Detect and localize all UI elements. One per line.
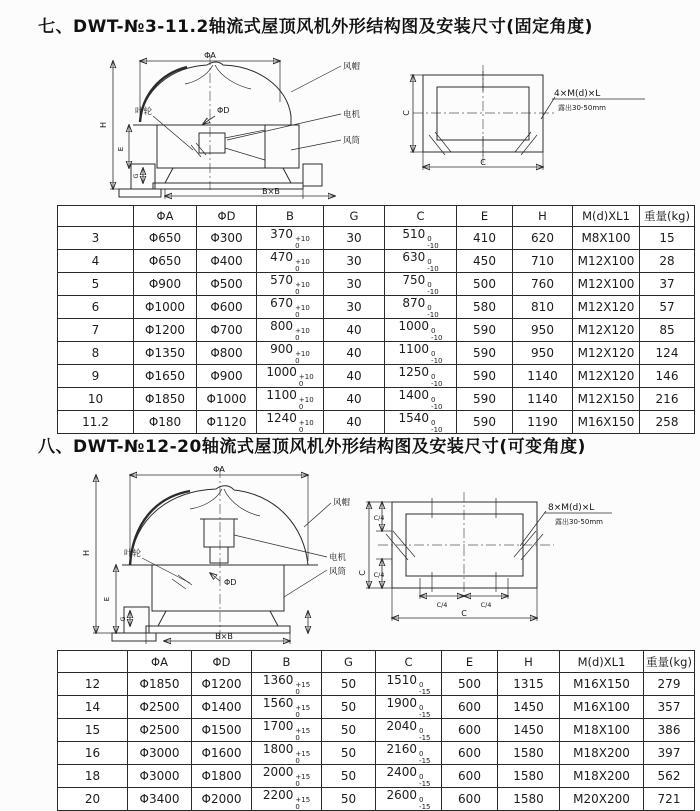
table-cell: 590 bbox=[457, 365, 513, 388]
table-cell: 1000 +10 0 bbox=[257, 365, 324, 388]
table-cell: 600 bbox=[442, 788, 498, 811]
table-row bbox=[58, 388, 695, 411]
table-cell: Φ3000 bbox=[128, 765, 192, 788]
column-header: ΦA bbox=[128, 651, 192, 673]
section7-title: 七、DWT-№3-11.2轴流式屋顶风机外形结构图及安装尺寸(固定角度) bbox=[38, 17, 593, 37]
table-cell: M16X100 bbox=[560, 696, 644, 719]
impeller-label: 叶轮 bbox=[135, 107, 153, 117]
dim-C-left-label: C bbox=[402, 110, 411, 116]
table-cell: 950 bbox=[513, 319, 573, 342]
column-header: G bbox=[324, 206, 385, 227]
table-row bbox=[58, 765, 695, 788]
column-header: M(d)XL1 bbox=[573, 206, 640, 227]
table-cell: 2160 0 -15 bbox=[376, 742, 442, 765]
table-cell: 1140 bbox=[513, 388, 573, 411]
table-row bbox=[58, 788, 695, 811]
motor-label: 电机 bbox=[329, 553, 347, 563]
fan-body-outline bbox=[119, 125, 322, 197]
table-cell: 1450 bbox=[498, 696, 560, 719]
column-header: H bbox=[513, 206, 573, 227]
table-cell: Φ1850 bbox=[128, 673, 192, 696]
table-cell: Φ1600 bbox=[192, 742, 252, 765]
table-cell: 3 bbox=[58, 227, 134, 250]
table-cell: 500 bbox=[457, 273, 513, 296]
table-cell: Φ1200 bbox=[192, 673, 252, 696]
table-cell: 2400 0 -15 bbox=[376, 765, 442, 788]
duct-label: 风筒 bbox=[343, 136, 361, 146]
table-cell: M12X120 bbox=[573, 342, 640, 365]
table-cell: 40 bbox=[324, 365, 385, 388]
table-cell: 357 bbox=[644, 696, 695, 719]
table-cell: Φ700 bbox=[197, 319, 257, 342]
table-cell: 1140 bbox=[513, 365, 573, 388]
column-header: ΦA bbox=[134, 206, 197, 227]
table-header-row bbox=[58, 206, 695, 227]
table-cell: 600 bbox=[442, 696, 498, 719]
table-cell: 1100 0 -10 bbox=[385, 342, 457, 365]
table-cell: 146 bbox=[640, 365, 695, 388]
table-cell: M8X100 bbox=[573, 227, 640, 250]
table-row bbox=[58, 411, 695, 434]
section8-title: 八、DWT-№12-20轴流式屋顶风机外形结构图及安装尺寸(可变角度) bbox=[38, 437, 586, 457]
section7-top-view-drawing bbox=[402, 55, 695, 200]
table-cell: Φ400 bbox=[197, 250, 257, 273]
section8-side-view-drawing bbox=[72, 463, 372, 648]
table-row bbox=[58, 319, 695, 342]
table-cell: 900 +10 0 bbox=[257, 342, 324, 365]
fan-body-outline bbox=[112, 519, 318, 641]
leader-lines bbox=[153, 66, 341, 150]
table-cell: 1100 +10 0 bbox=[257, 388, 324, 411]
column-header: B bbox=[257, 206, 324, 227]
table-cell: 50 bbox=[322, 788, 376, 811]
table-cell: 570 +10 0 bbox=[257, 273, 324, 296]
table-cell: M12X150 bbox=[573, 388, 640, 411]
table-cell: 810 bbox=[513, 296, 573, 319]
table-cell: 124 bbox=[640, 342, 695, 365]
table-cell: 950 bbox=[513, 342, 573, 365]
section8-dimension-table bbox=[57, 650, 695, 811]
table-cell: Φ1350 bbox=[134, 342, 197, 365]
bolt-note-label: 露出30-50mm bbox=[555, 518, 603, 526]
table-cell: 1580 bbox=[498, 788, 560, 811]
table-cell: M12X100 bbox=[573, 250, 640, 273]
table-cell: 40 bbox=[324, 342, 385, 365]
table-cell: Φ1120 bbox=[197, 411, 257, 434]
table-cell: 30 bbox=[324, 227, 385, 250]
table-cell: Φ800 bbox=[197, 342, 257, 365]
table-cell: 1580 bbox=[498, 765, 560, 788]
dim-BxB-label: B×B bbox=[215, 632, 233, 641]
column-header: M(d)XL1 bbox=[560, 651, 644, 673]
table-cell: 20 bbox=[58, 788, 128, 811]
table-cell: 40 bbox=[324, 319, 385, 342]
table-cell: 590 bbox=[457, 342, 513, 365]
section7-side-view-drawing bbox=[95, 50, 385, 202]
dim-C4-bottom2-label: C/4 bbox=[480, 601, 492, 609]
section8-top-view-drawing bbox=[358, 478, 692, 628]
column-header: C bbox=[385, 206, 457, 227]
table-cell: 386 bbox=[644, 719, 695, 742]
table-cell: 721 bbox=[644, 788, 695, 811]
table-cell: 397 bbox=[644, 742, 695, 765]
table-cell: Φ3000 bbox=[128, 742, 192, 765]
table-cell: Φ600 bbox=[197, 296, 257, 319]
table-cell: 1510 0 -15 bbox=[376, 673, 442, 696]
table-cell: 800 +10 0 bbox=[257, 319, 324, 342]
table-cell: Φ1400 bbox=[192, 696, 252, 719]
dim-BxB-label: B×B bbox=[262, 187, 280, 196]
table-cell: 5 bbox=[58, 273, 134, 296]
table-cell: Φ500 bbox=[197, 273, 257, 296]
bolt-spec-label: 4×M(d)×L bbox=[554, 89, 601, 99]
table-row bbox=[58, 742, 695, 765]
table-cell: 258 bbox=[640, 411, 695, 434]
dim-phiD-label: ΦD bbox=[217, 106, 230, 115]
table-cell: Φ1000 bbox=[134, 296, 197, 319]
table-cell: M12X100 bbox=[573, 273, 640, 296]
dim-H-label: H bbox=[82, 549, 91, 557]
section7-dimension-table bbox=[57, 205, 695, 434]
table-cell: 2200 +15 0 bbox=[252, 788, 322, 811]
table-cell: 590 bbox=[457, 319, 513, 342]
impeller-label: 叶轮 bbox=[124, 549, 142, 559]
wind-cap-outline bbox=[130, 486, 308, 565]
table-cell: 1540 0 -10 bbox=[385, 411, 457, 434]
dim-E-label: E bbox=[103, 596, 111, 602]
table-cell: 37 bbox=[640, 273, 695, 296]
table-cell: 16 bbox=[58, 742, 128, 765]
table-cell: 50 bbox=[322, 696, 376, 719]
table-cell: M16X150 bbox=[573, 411, 640, 434]
table-cell: 1900 0 -15 bbox=[376, 696, 442, 719]
table-header-row bbox=[58, 651, 695, 673]
table-cell: 710 bbox=[513, 250, 573, 273]
table-cell: 1000 0 -10 bbox=[385, 319, 457, 342]
dim-G-label: G bbox=[132, 173, 140, 179]
table-cell: 600 bbox=[442, 765, 498, 788]
bolt-note-label: 露出30-50mm bbox=[558, 104, 606, 112]
table-cell: M18X200 bbox=[560, 742, 644, 765]
table-cell: 1360 +15 0 bbox=[252, 673, 322, 696]
table-row bbox=[58, 719, 695, 742]
table-cell: Φ180 bbox=[134, 411, 197, 434]
bolt-spec-label: 8×M(d)×L bbox=[548, 503, 595, 513]
dim-C-left-label: C bbox=[358, 570, 367, 576]
table-row bbox=[58, 296, 695, 319]
table-cell: 50 bbox=[322, 719, 376, 742]
column-header: C bbox=[376, 651, 442, 673]
table-row bbox=[58, 696, 695, 719]
table-cell: Φ900 bbox=[134, 273, 197, 296]
table-cell: 6 bbox=[58, 296, 134, 319]
table-cell: 10 bbox=[58, 388, 134, 411]
column-header: 重量(kg) bbox=[640, 206, 695, 227]
bolt-leader-line bbox=[520, 511, 612, 546]
table-cell: 30 bbox=[324, 273, 385, 296]
table-cell: 600 bbox=[442, 719, 498, 742]
windcap-label: 风帽 bbox=[343, 62, 361, 72]
table-cell: 1450 bbox=[498, 719, 560, 742]
duct-label: 风筒 bbox=[329, 567, 347, 577]
table-cell: 7 bbox=[58, 319, 134, 342]
table-cell: M20X200 bbox=[560, 788, 644, 811]
table-cell: Φ1650 bbox=[134, 365, 197, 388]
table-cell: 1190 bbox=[513, 411, 573, 434]
windcap-label: 风帽 bbox=[333, 498, 351, 508]
table-cell: Φ1850 bbox=[134, 388, 197, 411]
dim-C4-lower-label: C/4 bbox=[373, 571, 385, 579]
column-header bbox=[58, 651, 128, 673]
table-cell: Φ900 bbox=[197, 365, 257, 388]
table-cell: M12X120 bbox=[573, 365, 640, 388]
table-cell: 1560 +15 0 bbox=[252, 696, 322, 719]
table-cell: 510 0 -10 bbox=[385, 227, 457, 250]
table-cell: 11.2 bbox=[58, 411, 134, 434]
table-cell: M18X100 bbox=[560, 719, 644, 742]
table-row bbox=[58, 227, 695, 250]
table-cell: 18 bbox=[58, 765, 128, 788]
table-cell: 15 bbox=[58, 719, 128, 742]
table-cell: 670 +10 0 bbox=[257, 296, 324, 319]
table-row bbox=[58, 365, 695, 388]
table-cell: 28 bbox=[640, 250, 695, 273]
table-cell: M16X150 bbox=[560, 673, 644, 696]
table-cell: 470 +10 0 bbox=[257, 250, 324, 273]
table-cell: Φ1000 bbox=[197, 388, 257, 411]
table-cell: Φ1800 bbox=[192, 765, 252, 788]
table-cell: M12X120 bbox=[573, 319, 640, 342]
table-cell: 450 bbox=[457, 250, 513, 273]
table-row bbox=[58, 673, 695, 696]
dimension-lines bbox=[110, 61, 335, 199]
table-cell: 14 bbox=[58, 696, 128, 719]
table-cell: Φ2500 bbox=[128, 696, 192, 719]
table-cell: 1700 +15 0 bbox=[252, 719, 322, 742]
table-cell: 50 bbox=[322, 742, 376, 765]
dim-C-bottom-label: C bbox=[461, 609, 467, 618]
dim-C4-upper-label: C/4 bbox=[373, 514, 385, 522]
table-cell: Φ1500 bbox=[192, 719, 252, 742]
dim-phiD-label: ΦD bbox=[224, 578, 237, 587]
column-header: ΦD bbox=[192, 651, 252, 673]
table-row bbox=[58, 342, 695, 365]
table-cell: M18X200 bbox=[560, 765, 644, 788]
column-header: ΦD bbox=[197, 206, 257, 227]
table-cell: 580 bbox=[457, 296, 513, 319]
table-cell: 15 bbox=[640, 227, 695, 250]
table-cell: M12X120 bbox=[573, 296, 640, 319]
table-cell: 2600 0 -15 bbox=[376, 788, 442, 811]
column-header: H bbox=[498, 651, 560, 673]
table-cell: 40 bbox=[324, 411, 385, 434]
table-cell: 620 bbox=[513, 227, 573, 250]
table-cell: 8 bbox=[58, 342, 134, 365]
table-cell: 1400 0 -10 bbox=[385, 388, 457, 411]
table-cell: 30 bbox=[324, 296, 385, 319]
table-cell: Φ1200 bbox=[134, 319, 197, 342]
table-cell: 590 bbox=[457, 388, 513, 411]
leader-lines bbox=[142, 503, 331, 597]
column-header: 重量(kg) bbox=[644, 651, 695, 673]
table-cell: Φ300 bbox=[197, 227, 257, 250]
table-cell: 30 bbox=[324, 250, 385, 273]
table-cell: 760 bbox=[513, 273, 573, 296]
table-cell: 216 bbox=[640, 388, 695, 411]
table-cell: 410 bbox=[457, 227, 513, 250]
table-cell: 2000 +15 0 bbox=[252, 765, 322, 788]
table-cell: Φ3400 bbox=[128, 788, 192, 811]
centerline bbox=[413, 65, 555, 163]
dim-phiA-label: ΦA bbox=[204, 51, 216, 60]
table-cell: 1800 +15 0 bbox=[252, 742, 322, 765]
column-header: E bbox=[457, 206, 513, 227]
table-cell: 750 0 -10 bbox=[385, 273, 457, 296]
table-row bbox=[58, 273, 695, 296]
table-cell: 590 bbox=[457, 411, 513, 434]
table-cell: 870 0 -10 bbox=[385, 296, 457, 319]
dim-G-label: G bbox=[119, 616, 127, 622]
wind-cap-outline bbox=[140, 62, 291, 125]
column-header: B bbox=[252, 651, 322, 673]
column-header: G bbox=[322, 651, 376, 673]
centerline bbox=[378, 492, 554, 600]
table-cell: 279 bbox=[644, 673, 695, 696]
table-cell: 630 0 -10 bbox=[385, 250, 457, 273]
dim-C4-bottom1-label: C/4 bbox=[436, 601, 448, 609]
table-cell: 50 bbox=[322, 673, 376, 696]
motor-label: 电机 bbox=[343, 110, 361, 120]
dim-H-label: H bbox=[99, 121, 108, 129]
table-cell: 40 bbox=[324, 388, 385, 411]
dim-phiA-label: ΦA bbox=[213, 465, 225, 474]
table-cell: 50 bbox=[322, 765, 376, 788]
table-cell: 1250 0 -10 bbox=[385, 365, 457, 388]
table-cell: 4 bbox=[58, 250, 134, 273]
table-cell: 9 bbox=[58, 365, 134, 388]
table-cell: 370 +10 0 bbox=[257, 227, 324, 250]
table-cell: 1240 +10 0 bbox=[257, 411, 324, 434]
dimension-lines bbox=[410, 75, 543, 170]
table-cell: Φ2500 bbox=[128, 719, 192, 742]
table-cell: 500 bbox=[442, 673, 498, 696]
table-cell: 57 bbox=[640, 296, 695, 319]
dim-C-bottom-label: C bbox=[480, 158, 486, 167]
base-frame-outline bbox=[423, 71, 543, 156]
table-cell: 85 bbox=[640, 319, 695, 342]
table-cell: 12 bbox=[58, 673, 128, 696]
table-cell: Φ650 bbox=[134, 250, 197, 273]
table-cell: 2040 0 -15 bbox=[376, 719, 442, 742]
column-header bbox=[58, 206, 134, 227]
table-row bbox=[58, 250, 695, 273]
table-cell: 1315 bbox=[498, 673, 560, 696]
column-header: E bbox=[442, 651, 498, 673]
table-cell: Φ2000 bbox=[192, 788, 252, 811]
table-cell: Φ650 bbox=[134, 227, 197, 250]
table-cell: 600 bbox=[442, 742, 498, 765]
table-cell: 562 bbox=[644, 765, 695, 788]
dim-E-label: E bbox=[117, 146, 125, 152]
table-cell: 1580 bbox=[498, 742, 560, 765]
